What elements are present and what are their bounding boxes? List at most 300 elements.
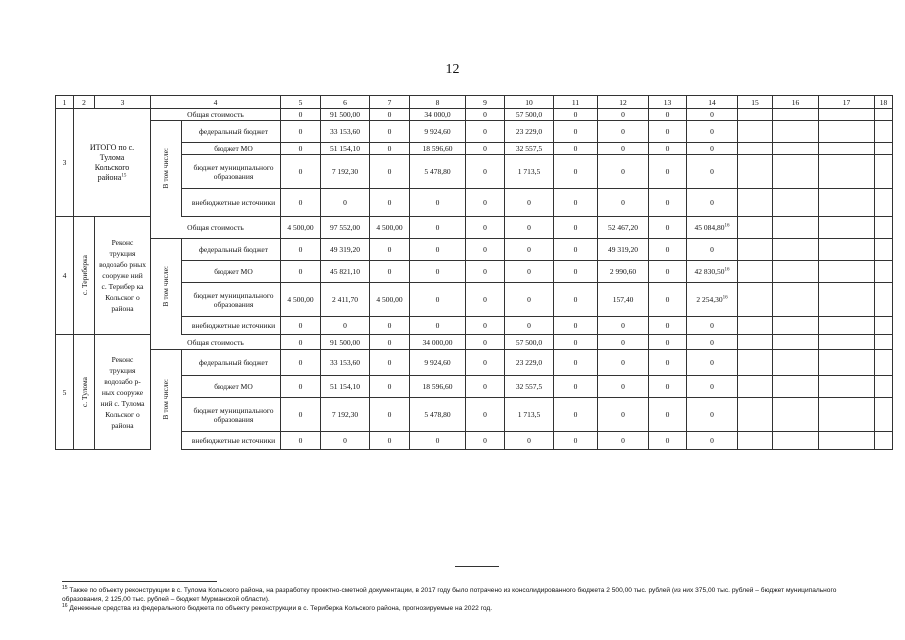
value-text: 34 000,0 [424, 110, 451, 119]
value-text: 0 [665, 295, 670, 304]
value-cell [687, 143, 738, 155]
header-cell: 11 [554, 96, 598, 109]
value-text: 0 [710, 167, 714, 176]
value-text: 0 [387, 127, 392, 136]
sub-label: бюджет МО [214, 267, 253, 276]
empty-cell [819, 335, 875, 350]
sub-label: бюджет муниципального образования [193, 290, 274, 309]
value-cell [687, 189, 738, 217]
group-total-row [56, 109, 893, 121]
value-text: 0 [621, 436, 625, 445]
value-cell [505, 155, 554, 189]
value-text: 0 [665, 144, 670, 153]
value-text: 0 [435, 198, 440, 207]
value-cell [554, 109, 598, 121]
header-cell: 12 [598, 96, 649, 109]
value-cell [554, 350, 598, 376]
value-text: 0 [527, 321, 531, 330]
value-text: 0 [621, 410, 625, 419]
value-text: 0 [435, 436, 440, 445]
value-cell [370, 283, 410, 317]
place-cell [74, 217, 95, 335]
value-cell [598, 350, 649, 376]
value-text: 0 [573, 382, 578, 391]
value-text: 32 557,5 [515, 382, 543, 391]
value-cell [649, 239, 687, 261]
value-cell [410, 317, 466, 335]
value-cell [466, 109, 505, 121]
value-cell [554, 239, 598, 261]
empty-cell [819, 109, 875, 121]
value-cell [687, 432, 738, 450]
header-cell: 9 [466, 96, 505, 109]
header-cell: 4 [151, 96, 281, 109]
itogo-cell [74, 109, 151, 217]
value-text: 0 [483, 410, 487, 419]
value-text: 2 990,60 [609, 267, 637, 276]
value-text: 0 [573, 358, 578, 367]
value-cell [687, 121, 738, 143]
value-text: 0 [435, 245, 440, 254]
value-cell [281, 239, 321, 261]
value-cell [281, 376, 321, 398]
value-cell [281, 432, 321, 450]
value-cell [410, 350, 466, 376]
value-cell [649, 283, 687, 317]
value-text: 0 [298, 321, 303, 330]
empty-cell [738, 121, 773, 143]
value-cell [466, 217, 505, 239]
empty-cell [875, 335, 893, 350]
value-cell [410, 189, 466, 217]
empty-cell [738, 350, 773, 376]
empty-cell [875, 317, 893, 335]
value-cell [687, 109, 738, 121]
object-cell: Реконс трукция водозабо рных сооруже ний с. Терибер ка Кольског о района [95, 217, 151, 335]
empty-cell [773, 121, 819, 143]
value-cell [410, 261, 466, 283]
value-text: 0 [343, 321, 347, 330]
value-cell [505, 283, 554, 317]
value-text: 33 153,60 [330, 127, 360, 136]
empty-cell [819, 155, 875, 189]
value-cell [281, 283, 321, 317]
value-text: 51 154,10 [330, 382, 360, 391]
value-text: 0 [621, 321, 625, 330]
value-cell [321, 109, 370, 121]
value-cell [370, 217, 410, 239]
value-cell [687, 155, 738, 189]
value-text: 0 [710, 410, 714, 419]
value-cell [649, 217, 687, 239]
value-cell [598, 217, 649, 239]
value-text: 0 [665, 198, 670, 207]
value-cell [554, 189, 598, 217]
value-cell [505, 432, 554, 450]
value-text: 0 [573, 245, 578, 254]
empty-cell [819, 350, 875, 376]
value-cell [370, 376, 410, 398]
value-cell [649, 261, 687, 283]
value-cell [466, 317, 505, 335]
total-label: Общая стоимость [151, 109, 281, 121]
empty-cell [875, 217, 893, 239]
value-text: 0 [387, 382, 392, 391]
value-cell [466, 283, 505, 317]
value-cell [410, 376, 466, 398]
value-text: 0 [665, 110, 670, 119]
total-label: Общая стоимость [151, 217, 281, 239]
value-cell [554, 261, 598, 283]
value-text: 0 [298, 167, 303, 176]
value-text: 0 [621, 110, 625, 119]
value-text: 0 [573, 321, 578, 330]
row-number: 5 [56, 335, 74, 450]
value-text: 0 [665, 382, 670, 391]
value-text: 0 [387, 144, 392, 153]
value-cell [410, 398, 466, 432]
value-text: 0 [665, 245, 670, 254]
value-text: 0 [387, 358, 392, 367]
value-cell [321, 398, 370, 432]
header-cell: 10 [505, 96, 554, 109]
empty-cell [875, 121, 893, 143]
value-text: 0 [435, 267, 440, 276]
value-text: 0 [665, 223, 670, 232]
value-cell [281, 398, 321, 432]
value-text: 0 [573, 436, 578, 445]
in-total-text: В том числе: [161, 266, 170, 307]
value-cell [466, 189, 505, 217]
value-text: 0 [298, 245, 303, 254]
value-text: 0 [527, 198, 531, 207]
empty-cell [773, 239, 819, 261]
value-text: 0 [483, 198, 487, 207]
sub-label: бюджет муниципального образования [193, 162, 274, 181]
value-cell [598, 261, 649, 283]
value-cell [321, 261, 370, 283]
value-cell [505, 109, 554, 121]
empty-cell [738, 398, 773, 432]
value-text: 4 500,00 [376, 223, 403, 232]
sub-label: внебюджетные источники [191, 198, 276, 207]
empty-cell [875, 398, 893, 432]
empty-cell [738, 261, 773, 283]
empty-cell [819, 317, 875, 335]
value-cell [410, 283, 466, 317]
value-cell [649, 350, 687, 376]
value-cell [281, 350, 321, 376]
value-cell [649, 189, 687, 217]
value-cell [370, 350, 410, 376]
value-text: 0 [298, 337, 303, 347]
empty-cell [819, 432, 875, 450]
value-cell [410, 217, 466, 239]
itogo-label: ИТОГО по с. Тулома Кольского района [89, 142, 135, 182]
value-cell [466, 398, 505, 432]
value-cell [649, 109, 687, 121]
header-row [56, 96, 893, 109]
value-cell [466, 155, 505, 189]
value-text: 0 [435, 321, 440, 330]
value-text: 9 924,60 [424, 358, 451, 367]
in-total-label [151, 350, 182, 450]
header-cell: 5 [281, 96, 321, 109]
value-cell [410, 155, 466, 189]
value-cell [466, 261, 505, 283]
empty-cell [773, 217, 819, 239]
footnote-mark: 16 [724, 267, 730, 273]
value-text: 0 [435, 223, 440, 232]
sub-label: федеральный бюджет [198, 245, 269, 254]
value-cell [554, 121, 598, 143]
value-cell [554, 398, 598, 432]
value-text: 0 [665, 410, 670, 419]
value-cell [370, 239, 410, 261]
value-text: 45 821,10 [330, 267, 360, 276]
value-text: 0 [665, 337, 670, 347]
empty-cell [875, 261, 893, 283]
value-cell [649, 398, 687, 432]
value-cell [598, 155, 649, 189]
value-cell [321, 376, 370, 398]
footnote-mark: 16 [62, 602, 68, 609]
value-text: 0 [573, 267, 578, 276]
value-cell [321, 155, 370, 189]
value-text: 0 [665, 358, 670, 367]
value-text: 0 [710, 245, 714, 254]
value-cell [505, 189, 554, 217]
value-text: 0 [527, 223, 531, 232]
value-cell [598, 239, 649, 261]
value-text: 23 229,0 [515, 358, 543, 367]
value-text: 0 [387, 198, 392, 207]
value-text: 0 [387, 267, 392, 276]
value-cell [321, 350, 370, 376]
value-text: 0 [387, 167, 392, 176]
value-text: 97 552,00 [330, 223, 360, 232]
value-text: 0 [665, 267, 670, 276]
value-text: 49 319,20 [330, 245, 360, 254]
footnote-text: Также по объекту реконструкции в с. Тулома Кольского района, на разработку проектно-сметной документации, в 2017 году было потрачено из консолидированного бюджета 2 500,00 тыс. рублей (из них 375,00 тыс. рублей – бюджет муниципального образования, 2 125,00 тыс. рублей – бюджет Мурманской области). [62, 587, 837, 603]
value-cell [598, 317, 649, 335]
value-cell [370, 189, 410, 217]
value-cell [321, 189, 370, 217]
object-cell: Реконс трукция водозабо р-ных сооруже ний с. Тулома Кольског о района [95, 335, 151, 450]
value-text: 0 [573, 295, 578, 304]
header-cell: 13 [649, 96, 687, 109]
empty-cell [738, 217, 773, 239]
value-cell [281, 155, 321, 189]
value-text: 49 319,20 [608, 245, 638, 254]
empty-cell [738, 189, 773, 217]
header-cell: 18 [875, 96, 893, 109]
value-text: 7 192,30 [331, 410, 359, 419]
value-cell [554, 143, 598, 155]
value-cell [466, 143, 505, 155]
empty-cell [773, 283, 819, 317]
value-cell [554, 217, 598, 239]
empty-cell [773, 109, 819, 121]
value-cell [505, 376, 554, 398]
header-cell: 1 [56, 96, 74, 109]
value-text: 0 [665, 167, 670, 176]
value-cell [321, 283, 370, 317]
header-cell: 6 [321, 96, 370, 109]
value-cell [370, 317, 410, 335]
value-cell [687, 376, 738, 398]
value-text: 0 [298, 267, 303, 276]
value-cell [321, 239, 370, 261]
group-total-row [56, 335, 893, 350]
value-text: 0 [621, 198, 625, 207]
value-text: 0 [710, 436, 714, 445]
value-cell [321, 217, 370, 239]
footnote-mark: 15 [62, 584, 68, 591]
value-text: 7 192,30 [331, 167, 359, 176]
value-text: 0 [483, 321, 487, 330]
empty-cell [773, 143, 819, 155]
empty-cell [773, 376, 819, 398]
sub-label: внебюджетные источники [191, 436, 276, 445]
value-text: 0 [483, 358, 487, 367]
value-text: 0 [387, 245, 392, 254]
value-text: 0 [483, 144, 487, 153]
value-cell [598, 376, 649, 398]
total-label: Общая стоимость [151, 335, 281, 350]
empty-cell [875, 189, 893, 217]
value-text: 0 [387, 110, 392, 119]
value-text: 1 713,5 [517, 167, 541, 176]
value-cell [649, 335, 687, 350]
value-cell [410, 432, 466, 450]
value-cell [505, 398, 554, 432]
value-text: 0 [527, 267, 531, 276]
value-text: 0 [573, 198, 578, 207]
empty-cell [773, 398, 819, 432]
header-cell: 7 [370, 96, 410, 109]
empty-cell [819, 283, 875, 317]
in-total-text: В том числе: [161, 379, 170, 420]
value-cell [687, 335, 738, 350]
value-cell [505, 335, 554, 350]
value-cell [370, 121, 410, 143]
value-text: 0 [621, 337, 625, 347]
value-cell [505, 317, 554, 335]
value-text: 0 [573, 337, 578, 347]
value-text: 32 557,5 [515, 144, 543, 153]
value-cell [687, 239, 738, 261]
sub-label: федеральный бюджет [198, 127, 269, 136]
empty-cell [738, 317, 773, 335]
empty-cell [738, 432, 773, 450]
value-cell [687, 350, 738, 376]
footnote-mark: 15 [121, 172, 127, 178]
value-text: 0 [665, 321, 670, 330]
value-cell [505, 217, 554, 239]
footnote-rule [62, 581, 217, 582]
value-text: 0 [435, 295, 440, 304]
value-cell [281, 121, 321, 143]
value-text: 0 [483, 337, 487, 347]
empty-cell [773, 335, 819, 350]
value-text: 0 [710, 358, 714, 367]
sub-label: федеральный бюджет [198, 358, 269, 367]
value-text: 0 [387, 321, 392, 330]
sub-label: бюджет муниципального образования [193, 405, 274, 424]
value-text: 5 478,80 [424, 410, 451, 419]
value-text: 0 [710, 321, 714, 330]
row-number: 4 [56, 217, 74, 335]
value-text: 45 084,80 [694, 223, 725, 232]
empty-cell [819, 239, 875, 261]
value-text: 4 500,00 [287, 295, 314, 304]
header-cell: 15 [738, 96, 773, 109]
value-text: 0 [621, 127, 625, 136]
value-cell [598, 432, 649, 450]
empty-cell [738, 283, 773, 317]
value-cell [649, 432, 687, 450]
value-cell [598, 189, 649, 217]
value-text: 42 830,50 [694, 267, 725, 276]
empty-cell [738, 239, 773, 261]
value-cell [370, 109, 410, 121]
value-cell [687, 217, 738, 239]
value-cell [598, 335, 649, 350]
value-cell [281, 109, 321, 121]
value-text: 0 [665, 127, 670, 136]
empty-cell [819, 376, 875, 398]
value-text: 0 [298, 358, 303, 367]
value-cell [598, 283, 649, 317]
empty-cell [875, 432, 893, 450]
in-total-label [151, 121, 182, 217]
value-text: 2 254,30 [696, 295, 723, 304]
value-text: 9 924,60 [424, 127, 451, 136]
sub-label: внебюджетные источники [191, 321, 276, 330]
value-text: 157,40 [612, 295, 634, 304]
value-text: 0 [710, 144, 714, 153]
value-text: 0 [298, 436, 303, 445]
value-text: 0 [483, 295, 487, 304]
separator-line [455, 566, 499, 567]
value-text: 0 [573, 223, 578, 232]
empty-cell [875, 350, 893, 376]
value-text: 0 [710, 127, 714, 136]
value-cell [554, 376, 598, 398]
value-cell [598, 121, 649, 143]
value-text: 33 153,60 [330, 358, 360, 367]
value-text: 2 411,70 [332, 295, 358, 304]
footnote [62, 604, 877, 613]
value-text: 1 713,5 [517, 410, 541, 419]
value-cell [598, 109, 649, 121]
value-cell [321, 121, 370, 143]
value-text: 0 [573, 127, 578, 136]
value-cell [370, 261, 410, 283]
empty-cell [875, 155, 893, 189]
value-cell [649, 155, 687, 189]
value-text: 0 [621, 167, 625, 176]
footnote-text: Денежные средства из федерального бюджета по объекту реконструкции в с. Териберка Кольского района, прогнозируемые на 2022 год. [67, 605, 493, 612]
empty-cell [773, 350, 819, 376]
value-cell [554, 155, 598, 189]
value-text: 0 [573, 110, 578, 119]
value-cell [410, 143, 466, 155]
value-text: 0 [298, 198, 303, 207]
header-cell: 8 [410, 96, 466, 109]
header-cell: 16 [773, 96, 819, 109]
